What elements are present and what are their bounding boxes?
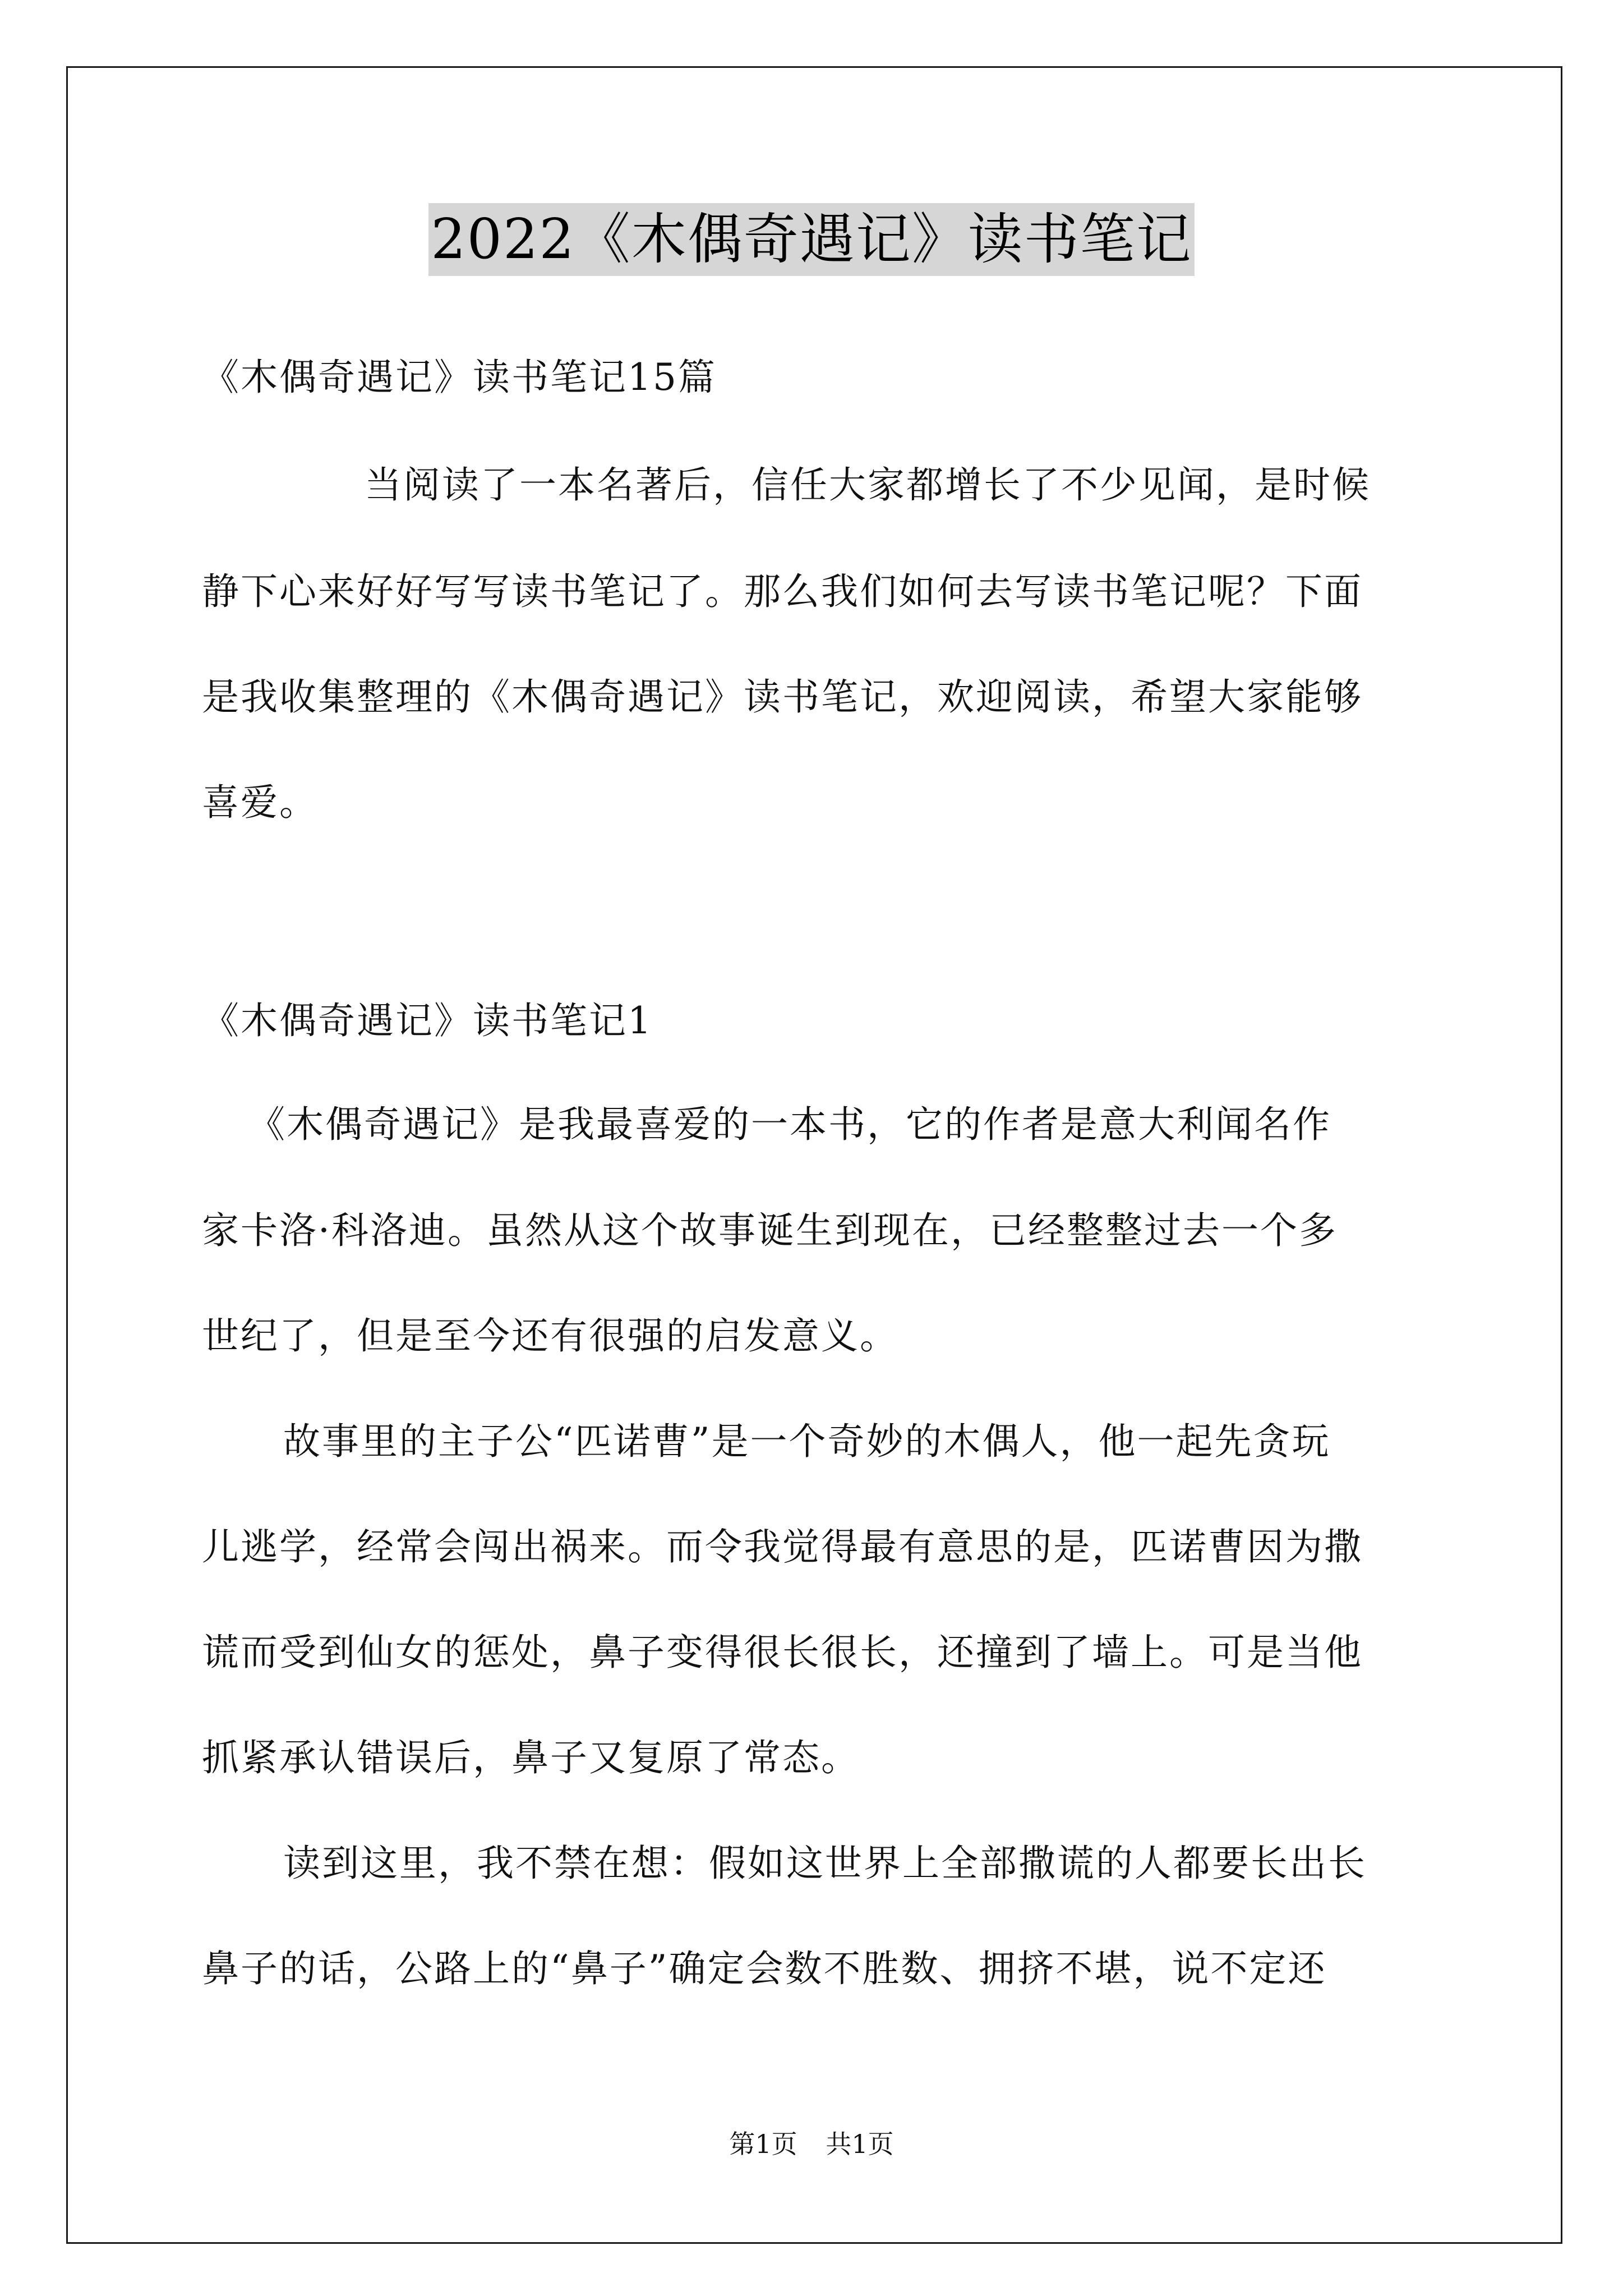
paragraph-line-4: 故事里的主子公“匹诺曹”是一个奇妙的木偶人，他一起先贪玩 [283,1420,1331,1463]
section-heading: 《木偶奇遇记》读书笔记1 [202,999,653,1042]
intro-line-2: 静下心来好好写写读书笔记了。那么我们如何去写读书笔记呢？下面 [202,570,1363,613]
paragraph-line-1: 《木偶奇遇记》是我最喜爱的一本书，它的作者是意大利闻名作 [248,1103,1331,1146]
title-container [0,203,1623,276]
intro-line-1: 当阅读了一本名著后，信任大家都增长了不少见闻，是时候 [365,463,1371,507]
document-title: 2022《木偶奇遇记》读书笔记 [428,203,1194,276]
intro-line-3: 是我收集整理的《木偶奇遇记》读书笔记，欢迎阅读，希望大家能够 [202,675,1363,719]
paragraph-line-8: 读到这里，我不禁在想：假如这世界上全部撒谎的人都要长出长 [283,1842,1367,1885]
paragraph-line-7: 抓紧承认错误后，鼻子又复原了常态。 [202,1736,860,1779]
intro-line-4: 喜爱。 [202,781,318,824]
subtitle-line: 《木偶奇遇记》读书笔记15篇 [202,356,717,399]
paragraph-line-3: 世纪了，但是至今还有很强的启发意义。 [202,1314,898,1358]
paragraph-line-9: 鼻子的话，公路上的“鼻子”确定会数不胜数、拥挤不堪，说不定还 [202,1947,1327,1990]
page-footer [0,2127,1623,2161]
paragraph-line-6: 谎而受到仙女的惩处，鼻子变得很长很长，还撞到了墙上。可是当他 [202,1631,1363,1674]
paragraph-line-2: 家卡洛·科洛迪。虽然从这个故事诞生到现在，已经整整过去一个多 [202,1209,1338,1252]
paragraph-line-5: 儿逃学，经常会闯出祸来。而令我觉得最有意思的是，匹诺曹因为撒 [202,1525,1363,1568]
page-total: 共1页 [826,2129,894,2159]
page-number: 第1页 [729,2129,797,2159]
